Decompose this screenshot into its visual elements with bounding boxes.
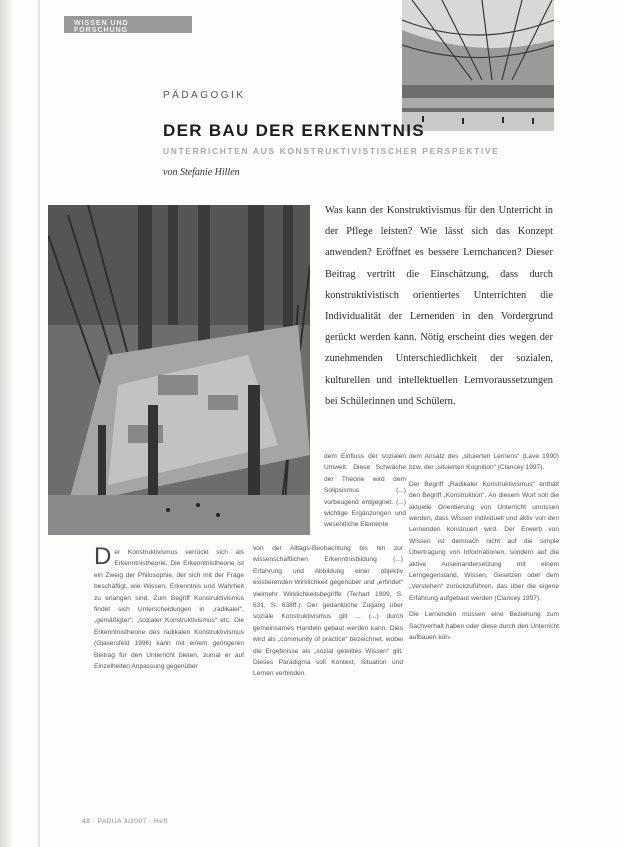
section-tab: WISSEN UND FORSCHUNG: [64, 16, 192, 33]
construction-site-illustration: [48, 205, 310, 535]
margin-rule: [38, 0, 40, 847]
body-text: dem Ansatz des „situierten Lernens“ (Lave 1990) bzw. der „situierten Kognition“ (Clancey 1997).: [409, 453, 559, 472]
construction-site-photo: [48, 205, 310, 535]
station-roof-photo: [402, 0, 554, 131]
body-text: er Konstruktivismus verrückt sich als Erkenntnistheorie. Die Erkenntnistheorie ist ein Zweig der Philosophie, der sich mit der Frage beschäftigt, wie Wissen, Erkenntnis und Wahrheit zu erlangen sind. Zum Begriff Konstruktivismus findet sich Unterscheidungen in „radikaler“, „gemäßigter“, „sozialer Konstruktivismus“ etc. Die Erkenntnistheorie des radikalen Konstruktivismus (Glasersfeld 1996) kann mit einem geringeren Beitrag für den Unterricht bieten, zumal er auf Einzelheiten Anpassung gegenüber: [94, 549, 244, 671]
body-column-d: [253, 543, 403, 685]
body-text: Die Lernenden müssen eine Beziehung zum Sachverhalt haben oder diese durch den Unterricht aufbauen kön-: [409, 611, 559, 642]
body-column-b: [409, 451, 559, 649]
body-column-a: [324, 451, 406, 536]
body-text: von der Alltags-Beobachtung bis hin zur wissenschaftlichen Erkenntnisbildung (...) Erfahrung und Abbildung einer objektiv existierenden Wirklichkeit gegenüber und „erfindet“ vielmehr Wirklichkeitsbegriffe (Terhart 1999, S. 631, S. 638ff.). Der gedankliche Zugang über soziale Konstruktivismus gilt ... (...) durch gemeinsames Handeln gebaut werden kann. Dies wird als „community of practice“ bezeichnet, wobei die Ergebnisse als „sozial geteiltes Wissen“ gilt. Dieses Paradigma soll Kontext, Situation und Lernen verbinden.: [253, 545, 403, 678]
drop-cap: D: [94, 543, 112, 570]
article-title: DER BAU DER ERKENNTNIS: [163, 121, 425, 140]
page-footer: 48 · PADUA 3/2007 · Heft: [82, 818, 168, 825]
body-column-c: [94, 543, 244, 672]
station-roof-illustration: [402, 0, 554, 131]
page-edge-shadow: [0, 0, 14, 847]
article-author: von Stefanie Hillen: [163, 167, 240, 178]
body-text: dem Einfluss der sozialen Umwelt. Diese Schwäche der Theorie wird dem Solipsismus (...) vorbeugend entgegnet. (...) wichtige Ergänzungen und wesentliche Elemente: [324, 453, 406, 529]
body-text: Der Begriff „Radikaler Konstruktivismus“ enthält den Begriff „Konstruktion“. An diesem Wort soll die aktuelle Orientierung von Unterricht umrissen werden, dass Wissen individuell und aktiv von den Lernenden konstruiert wird. Der Erwerb von Wissen ist demnach nicht auf die simple Übertragung von Informationen, sondern auf die aktive Auseinandersetzung mit einem Lerngegenstand, Wissen, Gesetzen oder dem „Verstehen“ zurückzuführen, das über die eigene Erfahrung aufgebaut werden (Clancey 1997).: [409, 480, 559, 602]
category-label: PÄDAGOGIK: [163, 90, 246, 101]
lead-paragraph: Was kann der Konstruktivismus für den Unterricht in der Pflege leisten? Wie lässt sich das Konzept anwenden? Eröffnet es bessere Lernchancen? Dieser Beitrag vertritt die Einschätzung, dass durch konstruktivistisch orientiertes Unterrichten die Individualität der Lernenden in den Vordergrund gerückt werden kann. Nötig erscheint dies wegen der zunehmenden Unterschiedlichkeit der sozialen, kulturellen und intellektuellen Lernvoraussetzungen bei Schülerinnen und Schülern.: [325, 205, 553, 407]
article-subtitle: UNTERRICHTEN AUS KONSTRUKTIVISTISCHER PERSPEKTIVE: [163, 146, 500, 156]
